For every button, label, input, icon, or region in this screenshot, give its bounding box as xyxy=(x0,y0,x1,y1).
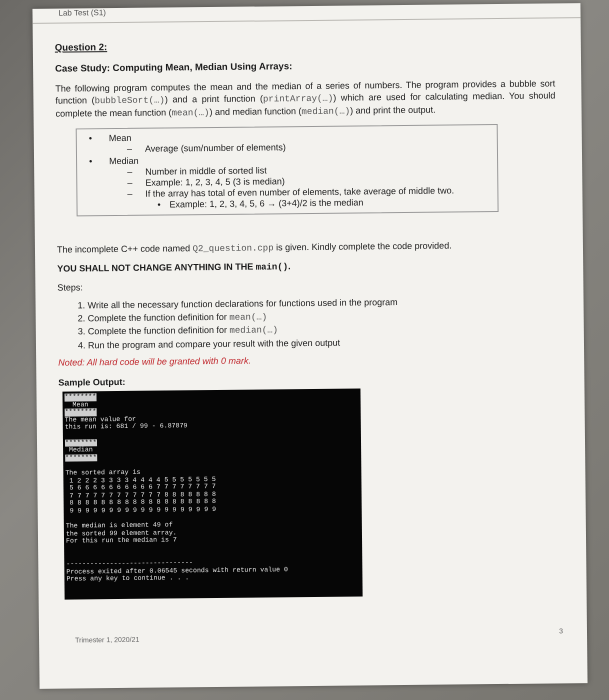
console-line: 9 9 9 9 9 9 9 9 9 9 9 9 9 9 9 9 9 9 9 xyxy=(65,505,217,515)
code-median: median(…) xyxy=(301,106,351,118)
page-number: 3 xyxy=(559,628,564,636)
console-line: this run is: 681 / 99 - 6.87879 xyxy=(64,422,188,431)
incomplete-code-note: The incomplete C++ code named Q2_question.cpp is given. Kindly complete the code provided. xyxy=(56,240,452,255)
mean-description: – Average (sum/number of elements) xyxy=(87,140,487,155)
console-line: the sorted 99 element array. xyxy=(65,529,177,538)
definitions-box xyxy=(76,124,499,216)
console-line: For this run the median is 7 xyxy=(65,536,177,545)
mean-bullet: • Mean xyxy=(87,128,487,144)
median-bullet: • Median xyxy=(87,151,487,167)
step-item: 2. Complete the function definition for mean(…) xyxy=(77,311,268,323)
code-printarray: printArray(…) xyxy=(262,93,334,105)
question-title: Question 2: xyxy=(54,42,108,54)
document-page xyxy=(32,3,587,689)
code-mean: mean(…) xyxy=(171,108,210,119)
steps-list xyxy=(58,294,559,351)
console-line: Process exited after 0.06545 seconds with return value 0 xyxy=(66,565,288,576)
file-name: Q2_question.cpp xyxy=(192,243,274,255)
case-study-title: Case Study: Computing Mean, Median Using Arrays: xyxy=(55,61,293,75)
console-output xyxy=(62,388,362,599)
step-item: 3. Complete the function definition for median(…) xyxy=(77,324,279,337)
console-line: Median xyxy=(65,446,93,454)
console-line: 1 2 2 2 3 3 3 3 4 4 4 4 5 5 5 5 5 5 5 xyxy=(65,475,216,485)
step-item: 4. Run the program and compare your result with the given output xyxy=(77,337,341,350)
console-line: The median is element 49 of xyxy=(65,521,173,530)
console-line: ******** xyxy=(64,438,97,447)
intro-paragraph: The following program computes the mean and the median of a series of numbers. The program provides a bubble sort function (bubbleSort(…)) and a print function (printArray(…)) which are used for calculating median. You should complete the mean function (mean(…)) and median function (median(…)) and print the output. xyxy=(55,78,556,119)
console-line: ******** xyxy=(64,393,97,401)
console-line: The mean value for xyxy=(64,415,137,424)
code-bubblesort: bubbleSort(…) xyxy=(94,95,165,107)
console-line: ******** xyxy=(65,453,97,462)
median-example: • Example: 1, 2, 3, 4, 5, 6 → (3+4)/2 is the median xyxy=(87,196,487,211)
step-item: 1. Write all the necessary function declarations for functions used in the program xyxy=(77,297,398,311)
median-item: – Number in middle of sorted list xyxy=(87,163,487,178)
console-line: 5 6 6 6 6 6 6 6 6 6 6 7 7 7 7 7 7 7 7 xyxy=(65,483,216,492)
shall-not-change-note: YOU SHALL NOT CHANGE ANYTHING IN THE main(). xyxy=(57,261,291,274)
header-title: Lab Test (S1) xyxy=(58,8,106,18)
sample-output-label: Sample Output: xyxy=(58,376,126,388)
console-line: The sorted array is xyxy=(65,468,141,477)
header-rule xyxy=(32,3,580,24)
question-content xyxy=(55,37,561,599)
footer-trimester: Trimester 1, 2020/21 xyxy=(75,636,140,645)
median-item: – Example: 1, 2, 3, 4, 5 (3 is median) xyxy=(87,174,487,189)
code-main: main() xyxy=(255,262,289,273)
console-line: Press any key to continue . . . xyxy=(66,574,190,583)
steps-label: Steps: xyxy=(57,282,83,293)
hard-code-warning: Noted: All hard code will be granted with 0 mark. xyxy=(58,355,251,368)
console-line: 8 8 8 8 8 8 8 8 8 8 8 8 8 8 8 8 8 8 8 xyxy=(65,498,217,507)
console-line: ******** xyxy=(64,408,97,416)
console-line: -------------------------------- xyxy=(66,559,193,568)
console-line: Mean xyxy=(64,400,89,409)
console-line: 7 7 7 7 7 7 7 7 7 7 7 7 8 8 8 8 8 8 8 xyxy=(65,490,216,500)
median-item: – If the array has total of even number of elements, take average of middle two. xyxy=(87,185,487,200)
